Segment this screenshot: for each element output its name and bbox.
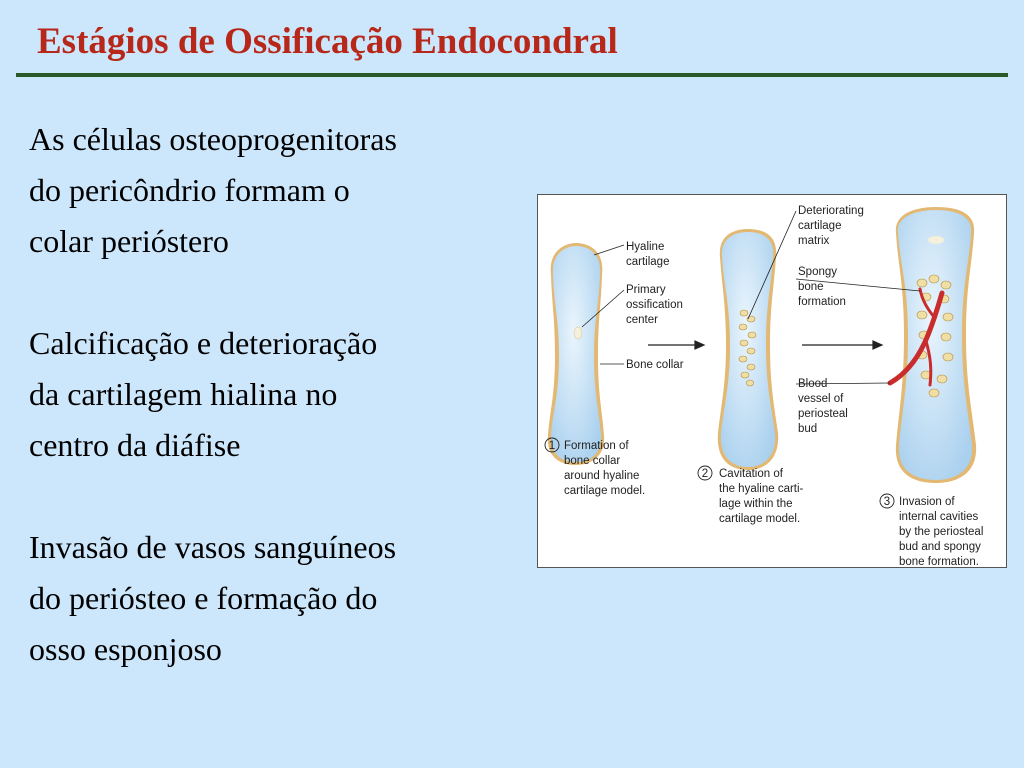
label-blood-vessel: Blood vessel of periosteal bud xyxy=(798,378,848,435)
ossification-diagram xyxy=(537,194,1007,568)
label-bone-collar: Bone collar xyxy=(626,359,684,371)
step-2-caption xyxy=(698,466,807,525)
paragraph-periosteal-collar xyxy=(29,114,529,267)
paragraph-calcification xyxy=(29,318,529,471)
primary-center-mark xyxy=(574,327,582,339)
paragraph-line: do periósteo e formação do xyxy=(29,580,378,616)
step-number: 1 xyxy=(548,440,556,452)
step-number: 3 xyxy=(883,496,891,508)
paragraph-line: Invasão de vasos sanguíneos xyxy=(29,529,397,565)
bone-stage-2 xyxy=(718,229,778,470)
label-hyaline-cartilage: Hyaline cartilage xyxy=(626,241,670,268)
bone-stage-3 xyxy=(890,207,976,483)
paragraph-line: colar perióstero xyxy=(29,223,229,259)
hyaline-cartilage-shape xyxy=(898,210,972,480)
paragraph-line: As células osteoprogenitoras xyxy=(29,121,397,157)
step-text: Invasion of internal cavities by the periosteal bud and spongy bone formation. xyxy=(899,496,984,567)
title-underline xyxy=(16,73,1008,77)
step-number: 2 xyxy=(701,468,709,480)
paragraph-vessel-invasion xyxy=(29,522,529,675)
label-deteriorating-matrix: Deteriorating cartilage matrix xyxy=(798,205,864,247)
bone-stage-1 xyxy=(548,243,604,465)
paragraph-line: do pericôndrio formam o xyxy=(29,172,350,208)
paragraph-line: osso esponjoso xyxy=(29,631,222,667)
paragraph-line: Calcificação e deterioração xyxy=(29,325,378,361)
label-primary-ossification-center: Primary ossification center xyxy=(626,284,683,326)
step-3-caption xyxy=(880,494,987,567)
paragraph-line: da cartilagem hialina no xyxy=(29,376,338,412)
slide-title: Estágios de Ossificação Endocondral xyxy=(37,21,618,62)
paragraph-line: centro da diáfise xyxy=(29,427,241,463)
label-spongy-bone: Spongy bone formation xyxy=(798,266,846,308)
secondary-center-mark xyxy=(928,236,944,244)
body-text xyxy=(29,114,529,675)
step-text: Cavitation of the hyaline carti- lage within the cartilage model. xyxy=(719,468,804,525)
diagram-canvas xyxy=(538,195,1006,567)
step-text: Formation of bone collar around hyaline cartilage model. xyxy=(564,440,646,497)
